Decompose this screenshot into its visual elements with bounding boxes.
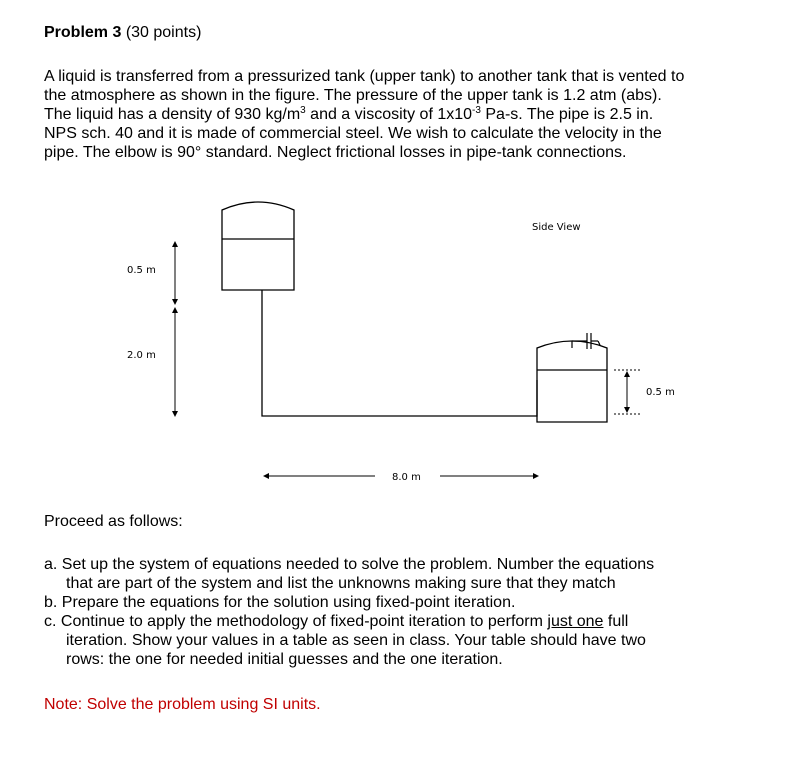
statement-fragment: Pa-s. The pipe is 2.5 in.: [480, 106, 654, 123]
proceed-heading: Proceed as follows:: [44, 513, 183, 530]
instruction-text: full: [603, 613, 629, 630]
problem-title: [44, 24, 201, 42]
instruction-text: iteration. Show your values in a table as seen in class. Your table should have two: [66, 632, 646, 649]
statement-line: the atmosphere as shown in the figure. The pressure of the upper tank is 1.2 atm (abs).: [44, 87, 662, 104]
dimension-label-lower-liquid: 0.5 m: [646, 387, 675, 398]
pipe: [262, 290, 537, 416]
statement-line: pipe. The elbow is 90° standard. Neglect frictional losses in pipe-tank connections.: [44, 144, 627, 161]
upper-tank: [222, 202, 294, 290]
note-text: Note: Solve the problem using SI units.: [44, 696, 321, 713]
instruction-text: c. Continue to apply the methodology of fixed-point iteration to perform: [44, 613, 548, 630]
instruction-list: [44, 555, 784, 669]
list-item: [44, 593, 784, 612]
problem-label: Problem 3: [44, 24, 122, 41]
instruction-text: that are part of the system and list the unknowns making sure that they match: [66, 575, 616, 592]
points-label: (30 points): [125, 24, 202, 41]
statement-line: [44, 105, 774, 124]
statement-line: NPS sch. 40 and it is made of commercial steel. We wish to calculate the velocity in the: [44, 125, 662, 142]
superscript: 3: [300, 105, 306, 116]
statement-fragment: The liquid has a density of 930 kg/m: [44, 106, 301, 123]
lower-tank: [537, 341, 607, 422]
statement-fragment: and a viscosity of 1x10: [305, 106, 473, 123]
underlined-text: just one: [547, 613, 604, 630]
problem-statement: [44, 67, 774, 162]
statement-line: A liquid is transferred from a pressurized tank (upper tank) to another tank that is vented to: [44, 68, 685, 85]
list-item: [44, 555, 784, 593]
instruction-text: b. Prepare the equations for the solution using fixed-point iteration.: [44, 594, 516, 611]
vent-icon: [572, 333, 600, 349]
dimension-label-drop: 2.0 m: [127, 350, 156, 361]
instruction-text: a. Set up the system of equations needed to solve the problem. Number the equations: [44, 556, 655, 573]
dimension-label-horizontal: 8.0 m: [392, 472, 421, 483]
dimension-label-upper-liquid: 0.5 m: [127, 265, 156, 276]
dimension-lower-liquid: [614, 370, 640, 414]
superscript: -3: [472, 105, 481, 116]
instruction-text: rows: the one for needed initial guesses and the one iteration.: [66, 651, 503, 668]
list-item: [44, 612, 784, 669]
side-view-label: Side View: [532, 222, 581, 233]
tank-system-diagram: [0, 190, 804, 490]
